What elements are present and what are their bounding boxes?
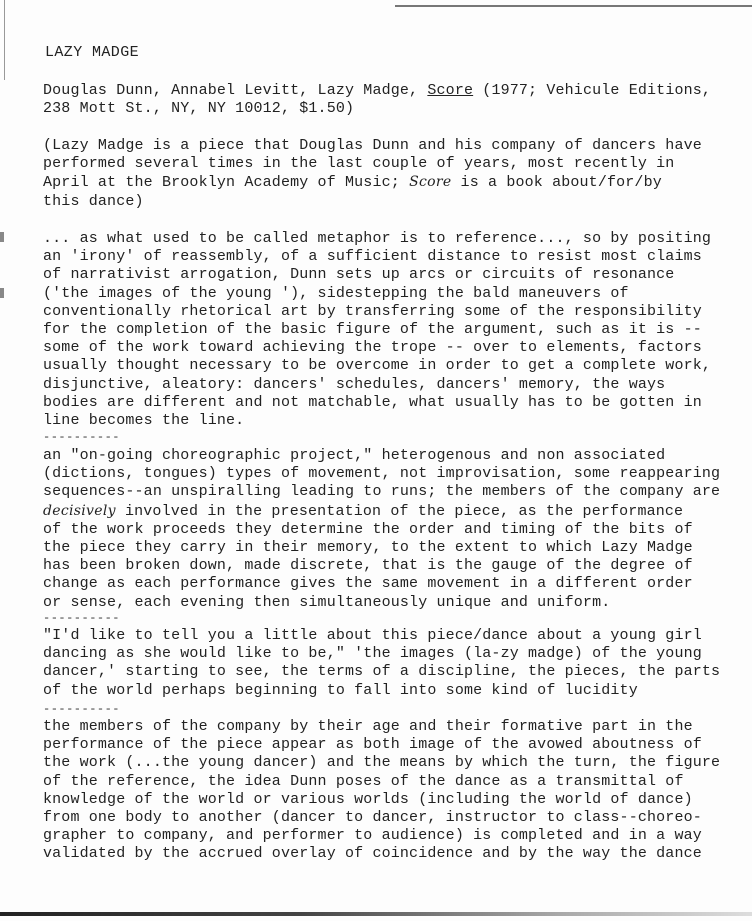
section-separator: ---------- [43, 430, 121, 444]
section-metaphor-paragraph: ... as what used to be called metaphor is to reference..., so by positing an 'irony' of reassembly, of a sufficient distance to resist most claims of narrativist arrogation, Dunn sets up arcs or circuits of resonance ('the images of the young '), sidestepping the bald maneuvers of conventionally rhetorical art by transferring some of the responsibility for the completion of the basic figure of the argument, such as it is -- some of the work toward achieving the trope -- over to elements, factors usually thought necessary to be overcome in order to get a complete work, disjunctive, aleatory: dancers' schedules, dancers' memory, the ways bodies are different and not matchable, what usually has to be gotten in line becomes the line. [43, 230, 712, 430]
section-company-paragraph: the members of the company by their age and their formative part in the performance of the piece appear as both image of the avowed aboutness of the work (...the young dancer) and the means by which the turn, the figure of the reference, the idea Dunn poses of the dance as a transmittal of knowledge of the world or various worlds (including the world of dance) from one body to another (dancer to dancer, instructor to class--choreo- grapher to company, and performer to audience) is completed and in a way validated by the accrued overlay of coincidence and by the way the dance [43, 718, 721, 863]
scan-margin-mark [0, 288, 4, 298]
intro-italic-score: Score [409, 174, 452, 191]
section-separator: ---------- [43, 611, 121, 625]
intro-text-start: (Lazy Madge is a piece that Douglas Dunn and his company of dancers have performed several times in the last couple of years, most recently in April at the Brooklyn Academy of Music; [43, 137, 702, 192]
scan-bottom-rule [0, 912, 752, 916]
section-project-paragraph [43, 447, 733, 612]
scan-top-rule [395, 5, 752, 7]
citation-book-title: Score [427, 82, 474, 99]
document-title: LAZY MADGE [45, 44, 140, 61]
citation-paragraph [43, 82, 733, 118]
section-project-italic-decisively: decisively [43, 502, 116, 519]
section-project-text-start: an "on-going choreographic project," heterogenous and non associated (dictions, tongues) types of movement, not improvisation, some reappearing sequences--an unspiralling leading to runs; the members of the company are [43, 447, 721, 501]
scan-left-edge [4, 0, 5, 80]
scan-margin-mark [0, 232, 4, 242]
section-project-text-end: involved in the presentation of the piece, as the performance of the work proceeds they determine the order and timing of the bits of the piece they carry in their memory, to the extent to which Lazy Madge has been broken down, made discrete, that is the gauge of the degree of change as each performance gives the same movement in a different order or sense, each evening then simultaneously unique and uniform. [43, 502, 693, 611]
citation-authors: Douglas Dunn, Annabel Levitt, Lazy Madge, [43, 82, 428, 99]
intro-paragraph [43, 137, 733, 211]
intro-text-end: is a book about/for/by this dance) [43, 174, 662, 210]
section-separator: ---------- [43, 702, 121, 716]
citation-publisher: (1977; Vehicule Editions, 238 Mott St., NY, NY 10012, $1.50) [43, 82, 712, 118]
section-quote-paragraph: "I'd like to tell you a little about this piece/dance about a young girl dancing as she would like to be," 'the images (la-zy madge) of the young dancer,' starting to see, the terms of a discipline, the pieces, the parts of the world perhaps beginning to fall into some kind of lucidity [43, 627, 721, 699]
